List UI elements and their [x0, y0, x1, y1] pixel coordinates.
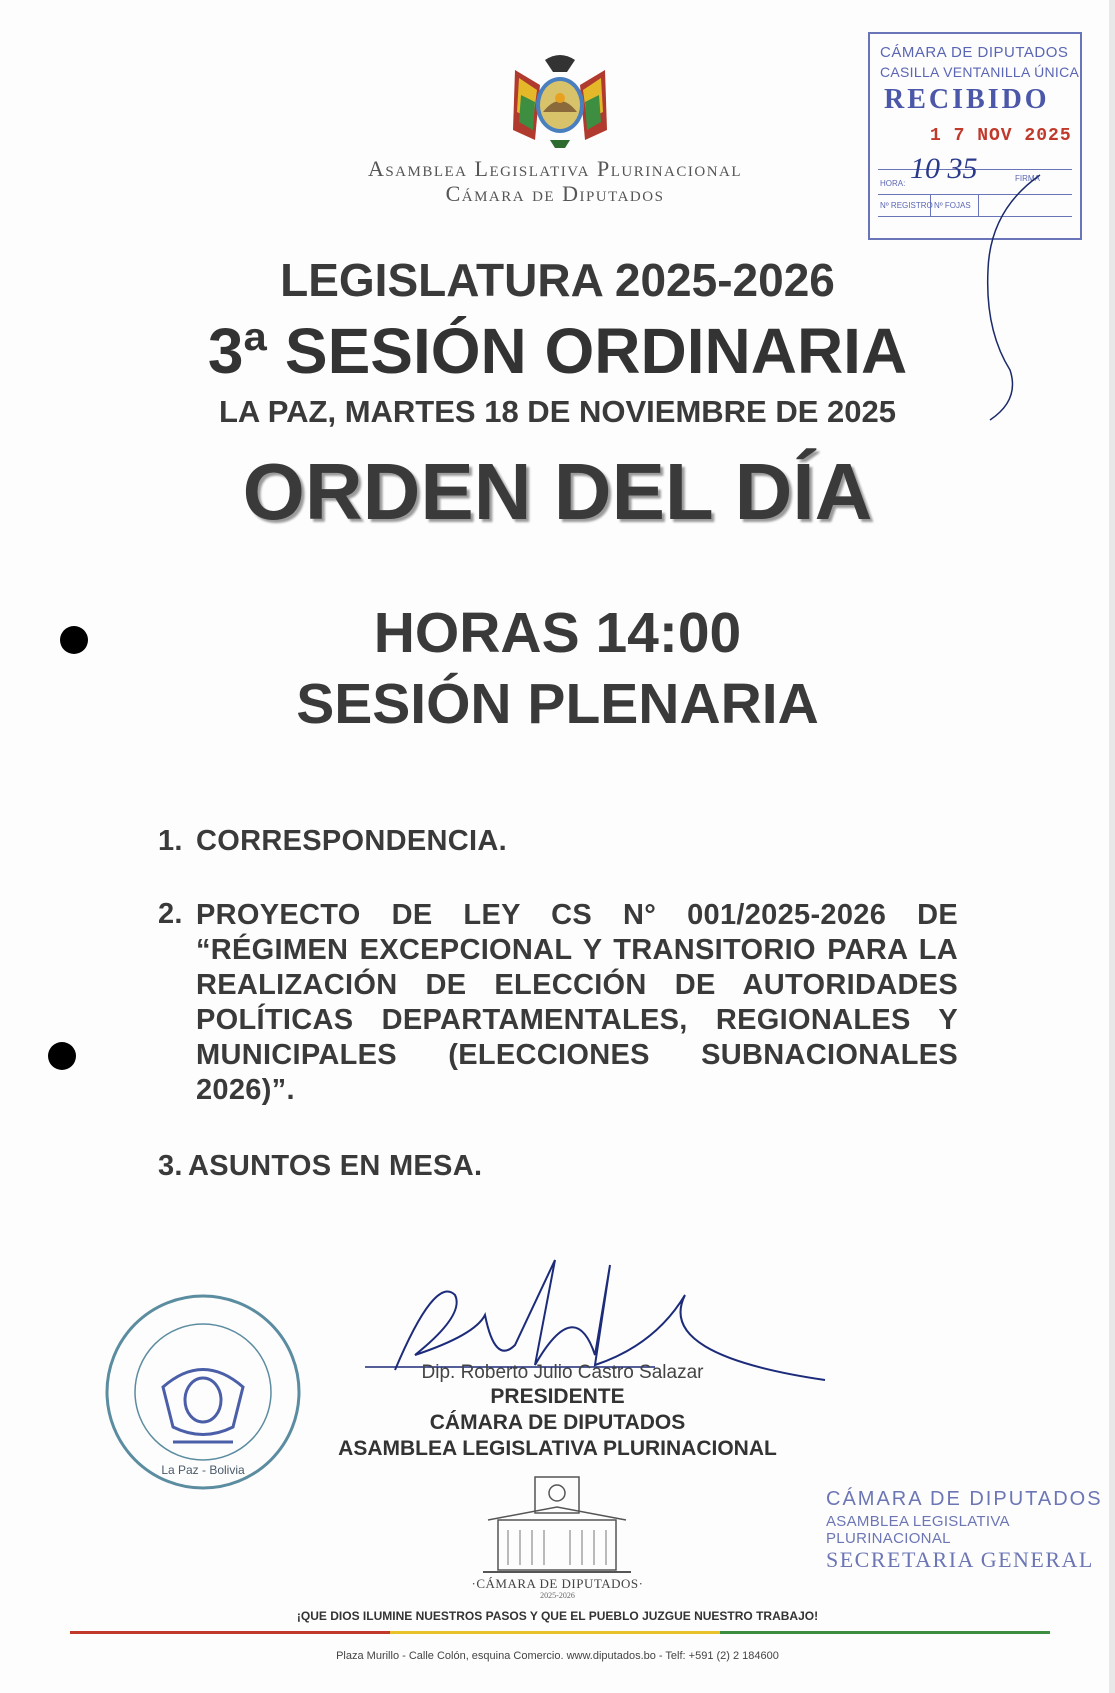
stamp-fojas-label: Nº FOJAS: [934, 201, 971, 210]
footer-logo-years: 2025-2026: [540, 1591, 575, 1600]
agenda-item-number: 1.: [158, 825, 183, 857]
legislature-title: LEGISLATURA 2025-2026: [280, 254, 835, 306]
chamber-building-icon: [478, 1475, 636, 1575]
stamp-divider: [978, 194, 979, 216]
session-type: SESIÓN PLENARIA: [296, 672, 819, 736]
stamp-hora-value: 10 35: [910, 152, 978, 185]
agenda-item-number: 3.: [158, 1150, 183, 1182]
session-title: 3ª SESIÓN ORDINARIA: [207, 315, 908, 387]
institution-name: Asamblea Legislativa Plurinacional: [367, 156, 743, 181]
secretaria-stamp: [826, 1488, 1115, 1573]
seal-city-text: La Paz - Bolivia: [161, 1463, 245, 1477]
agenda-item-text: ASUNTOS EN MESA.: [188, 1150, 483, 1182]
stamp-status-text: RECIBIDO: [884, 84, 1050, 115]
secretaria-chamber-text: CÁMARA DE DIPUTADOS: [826, 1488, 1103, 1510]
footer-address: Plaza Murillo - Calle Colón, esquina Comercio. www.diputados.bo - Telf: +591 (2) 2 184600: [336, 1650, 779, 1662]
session-time: HORAS 14:00: [373, 601, 742, 665]
stamp-chamber-text: CÁMARA DE DIPUTADOS: [880, 44, 1069, 61]
signatory-assembly: ASAMBLEA LEGISLATIVA PLURINACIONAL: [338, 1437, 777, 1460]
footer-logo-caption: ·CÁMARA DE DIPUTADOS·: [471, 1576, 644, 1591]
flag-bar-green: [720, 1631, 1050, 1634]
stamp-hora-label: HORA:: [880, 179, 906, 188]
flag-bar-red: [70, 1631, 390, 1634]
place-date: LA PAZ, MARTES 18 DE NOVIEMBRE DE 2025: [219, 394, 896, 429]
footer-motto: ¡QUE DIOS ILUMINE NUESTROS PASOS Y QUE EL PUEBLO JUZGUE NUESTRO TRABAJO!: [296, 1609, 819, 1623]
punch-hole: [60, 626, 88, 654]
secretaria-assembly-text: ASAMBLEA LEGISLATIVA PLURINACIONAL: [826, 1513, 1010, 1547]
order-of-day-title: ORDEN DEL DÍA: [242, 447, 873, 536]
stamp-window-text: CASILLA VENTANILLA ÚNICA: [880, 64, 1080, 80]
secretaria-title-text: SECRETARIA GENERAL: [826, 1547, 1094, 1572]
stamp-registro-label: Nº REGISTRO: [880, 201, 933, 210]
agenda-item-text: CORRESPONDENCIA.: [196, 825, 507, 857]
agenda-item: [158, 898, 958, 1108]
signatory-chamber: CÁMARA DE DIPUTADOS: [429, 1411, 686, 1434]
signatory-name: Dip. Roberto Julio Castro Salazar: [421, 1362, 704, 1383]
agenda-item-text: PROYECTO DE LEY CS N° 001/2025-2026 DE “RÉGIMEN EXCEPCIONAL Y TRANSITORIO PARA LA REALIZACIÓN DE ELECCIÓN DE AUTORIDADES POLÍTICAS DEPARTAMENTALES, REGIONALES Y MUNICIPALES (ELECCIONES SUBNACIONALES 2026)”.: [196, 899, 958, 1106]
signatory-role: PRESIDENTE: [490, 1385, 625, 1408]
flag-bar-yellow: [390, 1631, 720, 1634]
stamp-date-text: 1 7 NOV 2025: [930, 126, 1072, 146]
stamp-firma-label: FIRMA: [1015, 174, 1040, 183]
chamber-name: Cámara de Diputados: [445, 181, 665, 206]
punch-hole: [48, 1042, 76, 1070]
agenda-item-number: 2.: [158, 898, 183, 930]
coat-of-arms-icon: [505, 50, 615, 150]
